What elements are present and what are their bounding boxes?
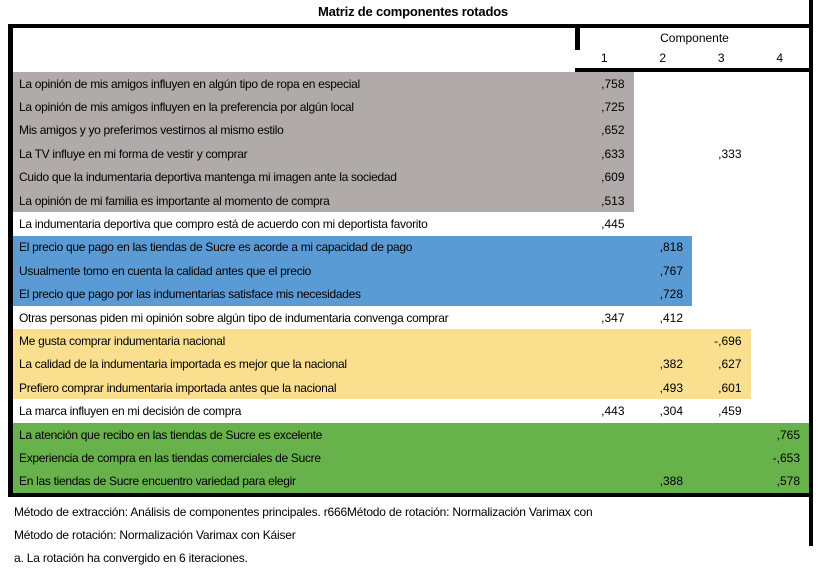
loading-value-col1: ,443 (601, 404, 625, 419)
loading-value-col4 (751, 353, 810, 376)
loading-value-col1: ,513 (575, 189, 634, 212)
loading-value-col4 (751, 259, 810, 282)
loading-value-col1: ,652 (575, 119, 634, 142)
loading-value-col1 (575, 353, 634, 376)
footnote-extraction-method: Método de extracción: Análisis de componentes principales. r666Método de rotación: Normalización Varimax con (14, 505, 593, 519)
loading-value-col2 (634, 119, 693, 142)
row-label: La calidad de la indumentaria importada es mejor que la nacional (13, 353, 575, 376)
loading-value-col1: ,633 (575, 142, 634, 165)
loading-value-col2 (634, 212, 693, 235)
loading-value-col3: ,601 (692, 376, 751, 399)
loading-value-col2 (634, 166, 693, 189)
table-row (13, 399, 809, 422)
loading-value-col4 (751, 72, 810, 95)
loading-value-col3 (692, 306, 751, 329)
loading-value-col2: ,818 (634, 236, 693, 259)
loading-value-col1: ,725 (575, 95, 634, 118)
loading-value-col1 (575, 446, 634, 469)
table-row (13, 423, 809, 446)
loading-value-col4 (751, 119, 810, 142)
component-matrix-table (8, 24, 809, 497)
loading-value-col2 (634, 189, 693, 212)
loading-value-col3 (692, 283, 751, 306)
loading-value-col3 (692, 166, 751, 189)
loading-value-col3 (692, 72, 751, 95)
loading-value-col3 (692, 189, 751, 212)
loading-value-col1 (575, 259, 634, 282)
row-label: Me gusta comprar indumentaria nacional (13, 329, 575, 352)
table-row (13, 470, 809, 493)
column-header-1: 1 (600, 51, 608, 65)
table-row (13, 142, 809, 165)
table-row (13, 283, 809, 306)
loading-value-col2: ,304 (659, 404, 683, 419)
loading-value-col2 (634, 423, 693, 446)
table-row (13, 446, 809, 469)
loading-value-col2: ,493 (634, 376, 693, 399)
loading-value-col4 (751, 236, 810, 259)
table-row (13, 236, 809, 259)
loading-value-col3 (692, 423, 751, 446)
table-row (13, 353, 809, 376)
loading-value-col4 (751, 142, 810, 165)
loading-value-col2 (634, 446, 693, 469)
table-row (13, 212, 809, 235)
loading-value-col3 (692, 95, 751, 118)
loading-value-col3 (692, 446, 751, 469)
table-row (13, 119, 809, 142)
right-border-rule (809, 0, 813, 546)
table-row (13, 306, 809, 329)
footnotes (14, 501, 593, 570)
row-label: La indumentaria deportiva que compro está de acuerdo con mi deportista favorito (19, 217, 428, 232)
loading-value-col4 (751, 329, 810, 352)
loading-value-col3: -,696 (692, 329, 751, 352)
loading-value-col4: -,653 (751, 446, 810, 469)
loading-value-col1 (575, 283, 634, 306)
row-label: Cuido que la indumentaria deportiva mantenga mi imagen ante la sociedad (13, 166, 575, 189)
loading-value-col2: ,382 (634, 353, 693, 376)
loading-value-col4 (751, 306, 810, 329)
table-row (13, 189, 809, 212)
loading-value-col2 (634, 95, 693, 118)
row-label: Usualmente tomo en cuenta la calidad antes que el precio (13, 259, 575, 282)
loading-value-col3 (692, 119, 751, 142)
loading-value-col1 (575, 423, 634, 446)
component-group-header: Componente (660, 31, 729, 45)
loading-value-col4 (751, 189, 810, 212)
row-label: La TV influye en mi forma de vestir y comprar (13, 142, 575, 165)
table-row (13, 376, 809, 399)
loading-value-col2 (634, 72, 693, 95)
loading-value-col2 (634, 142, 693, 165)
loading-value-col4 (751, 376, 810, 399)
table-header (13, 28, 809, 72)
loading-value-col3: ,333 (718, 146, 742, 161)
row-label: El precio que pago en las tiendas de Sucre es acorde a mi capacidad de pago (13, 236, 575, 259)
loading-value-col4 (751, 283, 810, 306)
loading-value-col4 (751, 166, 810, 189)
loading-value-col1 (575, 376, 634, 399)
loading-value-col3 (692, 470, 751, 493)
column-header-3: 3 (717, 51, 725, 65)
loading-value-col3: ,459 (718, 404, 742, 419)
loading-value-col3: ,627 (692, 353, 751, 376)
row-label: En las tiendas de Sucre encuentro variedad para elegir (13, 470, 575, 493)
loading-value-col4: ,578 (751, 470, 810, 493)
row-label: La opinión de mis amigos influyen en algún tipo de ropa en especial (13, 72, 575, 95)
row-label: Mis amigos y yo preferimos vestirnos al mismo estilo (13, 119, 575, 142)
loading-value-col3 (692, 259, 751, 282)
footnote-iterations: a. La rotación ha convergido en 6 iteraciones. (14, 551, 248, 565)
row-label: La opinión de mi familia es importante al momento de compra (13, 189, 575, 212)
loading-value-col2 (634, 329, 693, 352)
table-title: Matriz de componentes rotados (318, 4, 508, 19)
loading-value-col1: ,758 (575, 72, 634, 95)
row-label: La marca influyen en mi decisión de compra (19, 404, 242, 419)
row-label: La opinión de mis amigos influyen en la preferencia por algún local (13, 95, 575, 118)
loading-value-col4 (751, 399, 810, 422)
table-body (13, 72, 809, 493)
column-header-4: 4 (776, 51, 784, 65)
loading-value-col2: ,412 (659, 310, 683, 325)
loading-value-col3 (692, 236, 751, 259)
loading-value-col4: ,765 (751, 423, 810, 446)
loading-value-col2: ,767 (634, 259, 693, 282)
loading-value-col1 (575, 470, 634, 493)
row-label: Experiencia de compra en las tiendas comerciales de Sucre (13, 446, 575, 469)
column-header-2: 2 (659, 51, 667, 65)
table-row (13, 259, 809, 282)
row-label: La atención que recibo en las tiendas de Sucre es excelente (13, 423, 575, 446)
table-row (13, 95, 809, 118)
row-label: Prefiero comprar indumentaria importada antes que la nacional (13, 376, 575, 399)
table-row (13, 166, 809, 189)
loading-value-col1: ,347 (601, 310, 625, 325)
row-label: Otras personas piden mi opinión sobre algún tipo de indumentaria convenga comprar (19, 310, 449, 325)
loading-value-col4 (751, 212, 810, 235)
footnote-rotation-method: Método de rotación: Normalización Varimax con Káiser (14, 528, 296, 542)
component-column-numbers (575, 50, 809, 72)
loading-value-col3 (692, 212, 751, 235)
loading-value-col1 (575, 236, 634, 259)
table-row (13, 72, 809, 95)
loading-value-col1: ,445 (601, 217, 625, 232)
table-row (13, 329, 809, 352)
loading-value-col1: ,609 (575, 166, 634, 189)
loading-value-col2: ,388 (634, 470, 693, 493)
loading-value-col1 (575, 329, 634, 352)
loading-value-col2: ,728 (634, 283, 693, 306)
loading-value-col4 (751, 95, 810, 118)
row-label: El precio que pago por las indumentarias satisface mis necesidades (13, 283, 575, 306)
